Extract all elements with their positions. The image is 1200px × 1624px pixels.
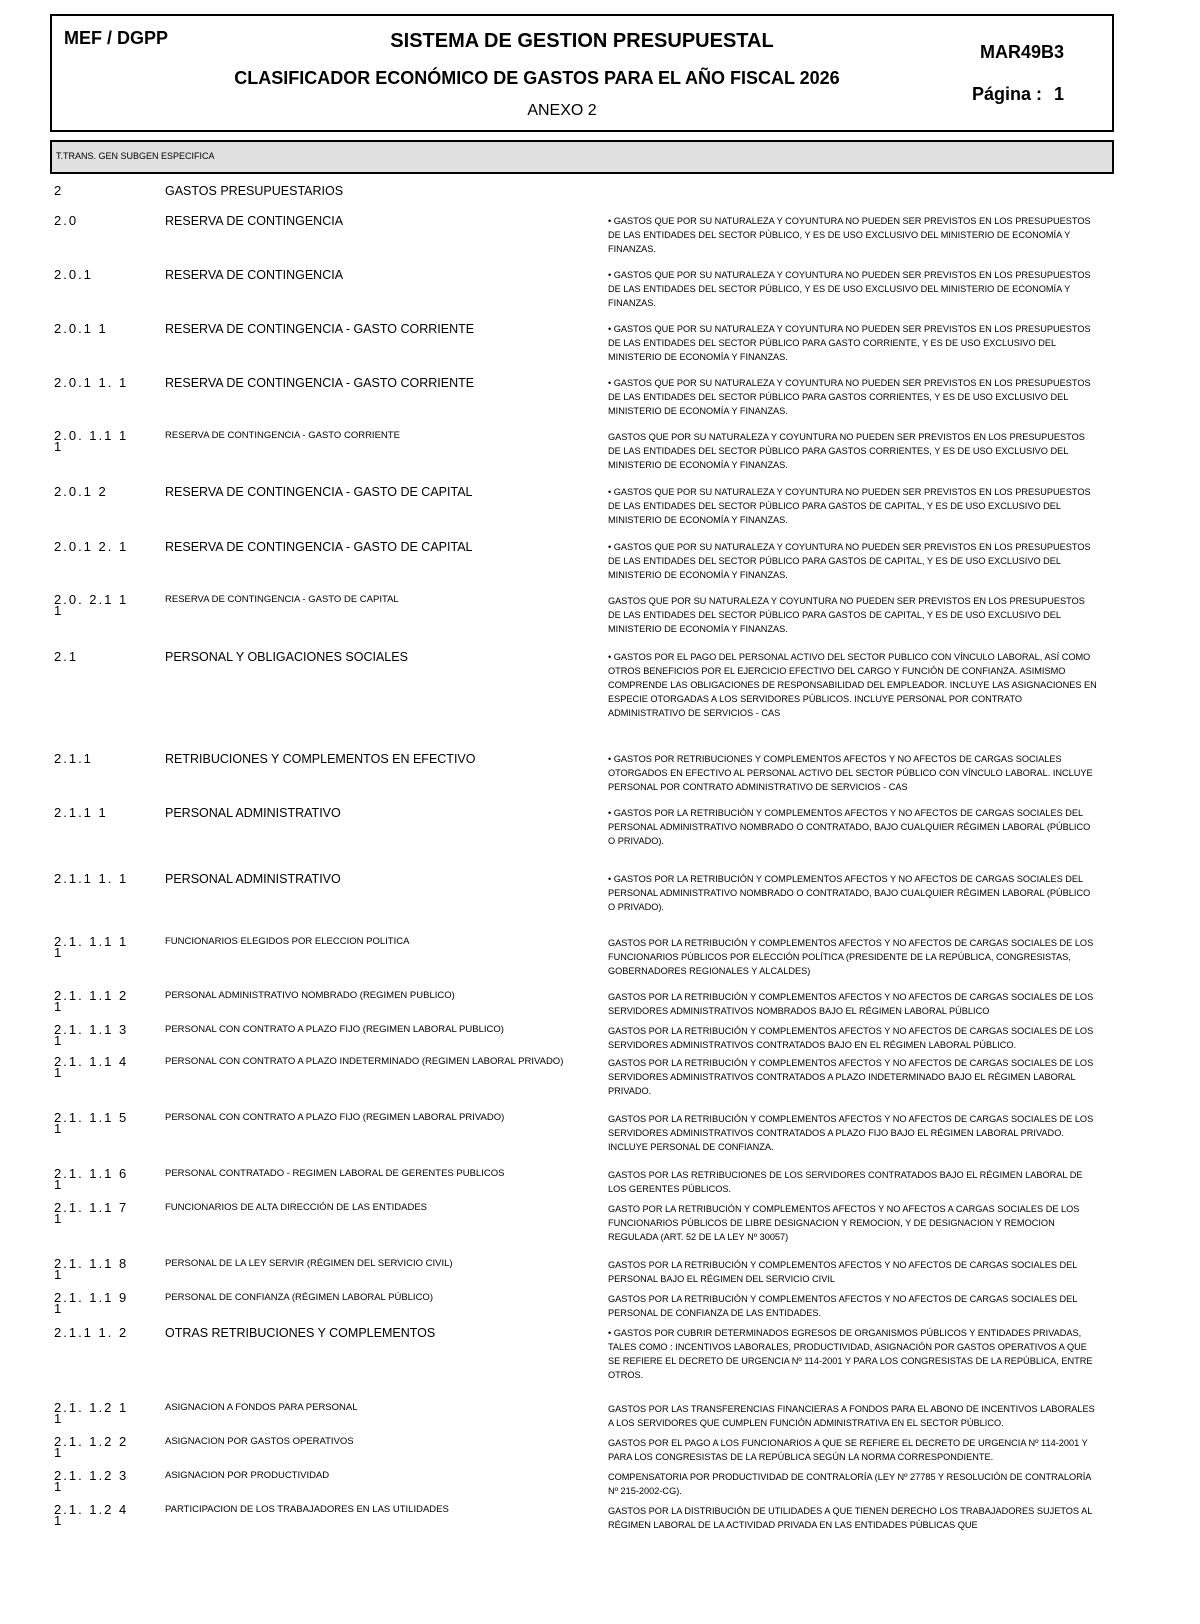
anexo-label: ANEXO 2 xyxy=(527,102,597,119)
row-description: GASTOS POR LA RETRIBUCIÓN Y COMPLEMENTOS AFECTOS Y NO AFECTOS DE CARGAS SOCIALES DEL PERSONAL DE CONFIANZA DE LAS ENTIDADES. xyxy=(608,1294,1078,1318)
row-code: 2.0. 1.1 1 1 xyxy=(54,428,129,454)
row-name: RESERVA DE CONTINGENCIA - GASTO CORRIENTE xyxy=(165,430,400,441)
report-code: MAR49B3 xyxy=(979,42,1064,62)
report-subtitle: CLASIFICADOR ECONÓMICO DE GASTOS PARA EL AÑO FISCAL 2026 xyxy=(234,68,840,88)
page-label: Página : xyxy=(971,84,1042,104)
row-code: 2.1. 1.2 4 1 xyxy=(54,1502,129,1528)
row-code: 2.1. 1.2 2 1 xyxy=(54,1434,129,1460)
row-description: GASTOS POR LAS TRANSFERENCIAS FINANCIERAS A FONDOS PARA EL ABONO DE INCENTIVOS LABORALES A LOS SERVIDORES QUE CUMPLEN FUNCIÓN ADMINISTRATIVA EN EL SECTOR PÚBLICO. xyxy=(608,1404,1095,1428)
row-code: 2.1. 1.1 5 1 xyxy=(54,1110,129,1136)
row-description: • GASTOS POR RETRIBUCIONES Y COMPLEMENTOS AFECTOS Y NO AFECTOS DE CARGAS SOCIALES OTORGADOS EN EFECTIVO AL PERSONAL ACTIVO DEL SECTOR PÚBLICO CON VÍNCULO LABORAL. INCLUYE PERSONAL POR CONTRATO ADMINISTRATIVO DE SERVICIOS - CAS xyxy=(608,754,1093,792)
row-name: PERSONAL ADMINISTRATIVO xyxy=(165,872,341,886)
row-name: RESERVA DE CONTINGENCIA xyxy=(165,214,344,228)
row-name: RESERVA DE CONTINGENCIA - GASTO DE CAPITAL xyxy=(165,594,399,605)
row-code: 2.1. 1.1 1 1 xyxy=(54,934,129,960)
row-name: PERSONAL CONTRATADO - REGIMEN LABORAL DE GERENTES PUBLICOS xyxy=(165,1168,505,1179)
column-header-label: T.TRANS. GEN SUBGEN ESPECIFICA xyxy=(56,151,215,161)
row-name: PERSONAL CON CONTRATO A PLAZO INDETERMINADO (REGIMEN LABORAL PRIVADO) xyxy=(165,1056,564,1067)
row-description: • GASTOS QUE POR SU NATURALEZA Y COYUNTURA NO PUEDEN SER PREVISTOS EN LOS PRESUPUESTOS DE LAS ENTIDADES DEL SECTOR PÚBLICO PARA GASTOS DE CAPITAL, Y ES DE USO EXCLUSIVO DEL MINISTERIO DE ECONOMÍA Y FINANZAS. xyxy=(608,542,1091,580)
row-name: PERSONAL CON CONTRATO A PLAZO FIJO (REGIMEN LABORAL PRIVADO) xyxy=(165,1112,505,1123)
row-name: PARTICIPACION DE LOS TRABAJADORES EN LAS UTILIDADES xyxy=(165,1504,449,1515)
row-description: • GASTOS QUE POR SU NATURALEZA Y COYUNTURA NO PUEDEN SER PREVISTOS EN LOS PRESUPUESTOS DE LAS ENTIDADES DEL SECTOR PÚBLICO, Y ES DE USO EXCLUSIVO DEL MINISTERIO DE ECONOMÍA Y FINANZAS. xyxy=(608,216,1091,254)
row-name: ASIGNACION A FONDOS PARA PERSONAL xyxy=(165,1402,358,1413)
row-code: 2.1. 1.2 1 1 xyxy=(54,1400,129,1426)
row-code: 2.0.1 1. 1 xyxy=(54,375,129,390)
row-name: PERSONAL ADMINISTRATIVO xyxy=(165,806,341,820)
row-description: • GASTOS POR CUBRIR DETERMINADOS EGRESOS DE ORGANISMOS PÚBLICOS Y ENTIDADES PRIVADAS, TALES COMO : INCENTIVOS LABORALES, PRODUCTIVIDAD, ASIGNACIÓN POR GASTOS OPERATIVOS A QUE SE REFIERE EL DECRETO DE URGENCIA Nº 114-2001 Y PARA LOS CONGRESISTAS DE LA REPÚBLICA, ENTRE OTROS. xyxy=(608,1328,1093,1380)
row-description: GASTOS POR LA RETRIBUCIÓN Y COMPLEMENTOS AFECTOS Y NO AFECTOS DE CARGAS SOCIALES DE LOS SERVIDORES ADMINISTRATIVOS CONTRATADOS A PLAZO INDETERMINADO BAJO EL RÉGIMEN LABORAL PRIVADO. xyxy=(608,1058,1094,1096)
row-code: 2.1. 1.1 4 1 xyxy=(54,1054,129,1080)
row-code: 2.1. 1.1 3 1 xyxy=(54,1022,129,1048)
row-code: 2.1. 1.1 2 1 xyxy=(54,988,129,1014)
row-name: PERSONAL Y OBLIGACIONES SOCIALES xyxy=(165,650,408,664)
row-code: 2.1 xyxy=(54,649,79,664)
row-name: RESERVA DE CONTINGENCIA xyxy=(165,268,344,282)
row-code: 2.1. 1.2 3 1 xyxy=(54,1468,129,1494)
row-description: COMPENSATORIA POR PRODUCTIVIDAD DE CONTRALORÍA (LEY Nº 27785 Y RESOLUCIÓN DE CONTRALORÍA Nº 215-2002-CG). xyxy=(608,1472,1091,1496)
row-code: 2.0 xyxy=(54,213,79,228)
row-description: GASTOS POR LA RETRIBUCIÓN Y COMPLEMENTOS AFECTOS Y NO AFECTOS DE CARGAS SOCIALES DE LOS SERVIDORES ADMINISTRATIVOS NOMBRADOS BAJO EL RÉGIMEN LABORAL PÚBLICO xyxy=(608,992,1094,1016)
row-name: FUNCIONARIOS ELEGIDOS POR ELECCION POLITICA xyxy=(165,936,410,947)
row-name: PERSONAL ADMINISTRATIVO NOMBRADO (REGIMEN PUBLICO) xyxy=(165,990,455,1001)
row-code: 2.1.1 xyxy=(54,751,93,766)
row-name: RESERVA DE CONTINGENCIA - GASTO DE CAPITAL xyxy=(165,540,473,554)
row-code: 2.0. 2.1 1 1 xyxy=(54,592,129,618)
report-title: SISTEMA DE GESTION PRESUPUESTAL xyxy=(390,30,774,52)
row-code: 2.0.1 2 xyxy=(54,484,108,499)
row-code: 2.1. 1.1 7 1 xyxy=(54,1200,129,1226)
row-description: • GASTOS POR LA RETRIBUCIÓN Y COMPLEMENTOS AFECTOS Y NO AFECTOS DE CARGAS SOCIALES DEL PERSONAL ADMINISTRATIVO NOMBRADO O CONTRATADO, BAJO CUALQUIER RÉGIMEN LABORAL (PÚBLICO O PRIVADO). xyxy=(608,874,1091,912)
row-code: 2.1.1 1. 1 xyxy=(54,871,129,886)
row-code: 2.1.1 1 xyxy=(54,805,108,820)
page-number: 1 xyxy=(1053,84,1064,104)
row-description: GASTOS POR LA RETRIBUCIÓN Y COMPLEMENTOS AFECTOS Y NO AFECTOS DE CARGAS SOCIALES DE LOS SERVIDORES ADMINISTRATIVOS CONTRATADOS BAJO EN EL RÉGIMEN LABORAL PÚBLICO. xyxy=(608,1026,1094,1050)
row-description: GASTOS POR LA RETRIBUCIÓN Y COMPLEMENTOS AFECTOS Y NO AFECTOS DE CARGAS SOCIALES DEL PERSONAL BAJO EL RÉGIMEN DEL SERVICIO CIVIL xyxy=(608,1260,1078,1284)
row-description: GASTOS QUE POR SU NATURALEZA Y COYUNTURA NO PUEDEN SER PREVISTOS EN LOS PRESUPUESTOS DE LAS ENTIDADES DEL SECTOR PÚBLICO PARA GASTOS CORRIENTES, Y ES DE USO EXCLUSIVO DEL MINISTERIO DE ECONOMÍA Y FINANZAS. xyxy=(608,432,1085,470)
row-code: 2.1. 1.1 6 1 xyxy=(54,1166,129,1192)
row-name: PERSONAL DE LA LEY SERVIR (RÉGIMEN DEL SERVICIO CIVIL) xyxy=(165,1258,453,1269)
row-code: 2.0.1 2. 1 xyxy=(54,539,129,554)
row-description: GASTOS POR LAS RETRIBUCIONES DE LOS SERVIDORES CONTRATADOS BAJO EL RÉGIMEN LABORAL DE LOS GERENTES PÚBLICOS. xyxy=(608,1170,1083,1194)
row-description: • GASTOS POR LA RETRIBUCIÓN Y COMPLEMENTOS AFECTOS Y NO AFECTOS DE CARGAS SOCIALES DEL PERSONAL ADMINISTRATIVO NOMBRADO O CONTRATADO, BAJO CUALQUIER RÉGIMEN LABORAL (PÚBLICO O PRIVADO). xyxy=(608,808,1091,846)
row-name: FUNCIONARIOS DE ALTA DIRECCIÓN DE LAS ENTIDADES xyxy=(165,1202,428,1213)
row-name: PERSONAL DE CONFIANZA (RÉGIMEN LABORAL PÚBLICO) xyxy=(165,1292,433,1303)
row-description: GASTOS QUE POR SU NATURALEZA Y COYUNTURA NO PUEDEN SER PREVISTOS EN LOS PRESUPUESTOS DE LAS ENTIDADES DEL SECTOR PÚBLICO PARA GASTOS DE CAPITAL, Y ES DE USO EXCLUSIVO DEL MINISTERIO DE ECONOMÍA Y FINANZAS. xyxy=(608,596,1085,634)
row-description: GASTOS POR EL PAGO A LOS FUNCIONARIOS A QUE SE REFIERE EL DECRETO DE URGENCIA Nº 114-2001 Y PARA LOS CONGRESISTAS DE LA REPÚBLICA SEGÚN LA NORMA CORRESPONDIENTE. xyxy=(608,1438,1088,1462)
row-name: RESERVA DE CONTINGENCIA - GASTO DE CAPITAL xyxy=(165,485,473,499)
row-description: • GASTOS POR EL PAGO DEL PERSONAL ACTIVO DEL SECTOR PUBLICO CON VÍNCULO LABORAL, ASÍ COMO OTROS BENEFICIOS POR EL EJERCICIO EFECTIVO DEL CARGO Y FUNCIÓN DE CONFIANZA. ASIMISMO COMPRENDE LAS OBLIGACIONES DE RESPONSABILIDAD DEL EMPLEADOR. INCLUYE LAS ASIGNACIONES EN ESPECIE OTORGADAS A LOS SERVIDORES PÚBLICOS. INCLUYE PERSONAL POR CONTRATO ADMINISTRATIVO DE SERVICIOS - CAS xyxy=(608,652,1097,718)
row-code: 2.1. 1.1 9 1 xyxy=(54,1290,129,1316)
row-description: • GASTOS QUE POR SU NATURALEZA Y COYUNTURA NO PUEDEN SER PREVISTOS EN LOS PRESUPUESTOS DE LAS ENTIDADES DEL SECTOR PÚBLICO PARA GASTO CORRIENTE, Y ES DE USO EXCLUSIVO DEL MINISTERIO DE ECONOMÍA Y FINANZAS. xyxy=(608,324,1091,362)
row-description: GASTO POR LA RETRIBUCIÓN Y COMPLEMENTOS AFECTOS Y NO AFECTOS A CARGAS SOCIALES DE LOS FUNCIONARIOS PÚBLICOS DE LIBRE DESIGNACION Y REMOCION, Y DE DESIGNACION Y REMOCION REGULADA (ART. 52 DE LA LEY Nº 30057) xyxy=(608,1204,1080,1242)
row-code: 2.1.1 1. 2 xyxy=(54,1325,129,1340)
row-name: ASIGNACION POR PRODUCTIVIDAD xyxy=(165,1470,330,1481)
org-label: MEF / DGPP xyxy=(64,28,169,48)
row-name: RESERVA DE CONTINGENCIA - GASTO CORRIENTE xyxy=(165,322,475,336)
row-code: 2 xyxy=(54,183,64,198)
row-name: ASIGNACION POR GASTOS OPERATIVOS xyxy=(165,1436,354,1447)
row-description: • GASTOS QUE POR SU NATURALEZA Y COYUNTURA NO PUEDEN SER PREVISTOS EN LOS PRESUPUESTOS DE LAS ENTIDADES DEL SECTOR PÚBLICO PARA GASTOS DE CAPITAL, Y ES DE USO EXCLUSIVO DEL MINISTERIO DE ECONOMÍA Y FINANZAS. xyxy=(608,487,1091,525)
row-code: 2.0.1 xyxy=(54,267,93,282)
row-name: GASTOS PRESUPUESTARIOS xyxy=(165,184,344,198)
row-description: • GASTOS QUE POR SU NATURALEZA Y COYUNTURA NO PUEDEN SER PREVISTOS EN LOS PRESUPUESTOS DE LAS ENTIDADES DEL SECTOR PÚBLICO, Y ES DE USO EXCLUSIVO DEL MINISTERIO DE ECONOMÍA Y FINANZAS. xyxy=(608,270,1091,308)
row-code: 2.1. 1.1 8 1 xyxy=(54,1256,129,1282)
row-name: RESERVA DE CONTINGENCIA - GASTO CORRIENTE xyxy=(165,376,475,390)
row-description: GASTOS POR LA DISTRIBUCIÓN DE UTILIDADES A QUE TIENEN DERECHO LOS TRABAJADORES SUJETOS AL RÉGIMEN LABORAL DE LA ACTIVIDAD PRIVADA EN LAS ENTIDADES PÚBLICAS QUE xyxy=(608,1506,1092,1530)
row-name: PERSONAL CON CONTRATO A PLAZO FIJO (REGIMEN LABORAL PUBLICO) xyxy=(165,1024,504,1035)
row-name: RETRIBUCIONES Y COMPLEMENTOS EN EFECTIVO xyxy=(165,752,476,766)
row-name: OTRAS RETRIBUCIONES Y COMPLEMENTOS xyxy=(165,1326,436,1340)
row-description: GASTOS POR LA RETRIBUCIÓN Y COMPLEMENTOS AFECTOS Y NO AFECTOS DE CARGAS SOCIALES DE LOS SERVIDORES ADMINISTRATIVOS CONTRATADOS A PLAZO FIJO BAJO EL RÉGIMEN LABORAL PRIVADO. INCLUYE PERSONAL DE CONFIANZA. xyxy=(608,1114,1094,1152)
row-description: GASTOS POR LA RETRIBUCIÓN Y COMPLEMENTOS AFECTOS Y NO AFECTOS DE CARGAS SOCIALES DE LOS FUNCIONARIOS PÚBLICOS POR ELECCIÓN POLÍTICA (PRESIDENTE DE LA REPÚBLICA, CONGRESISTAS, GOBERNADORES REGIONALES Y ALCALDES) xyxy=(608,938,1094,976)
row-description: • GASTOS QUE POR SU NATURALEZA Y COYUNTURA NO PUEDEN SER PREVISTOS EN LOS PRESUPUESTOS DE LAS ENTIDADES DEL SECTOR PÚBLICO PARA GASTOS CORRIENTES, Y ES DE USO EXCLUSIVO DEL MINISTERIO DE ECONOMÍA Y FINANZAS. xyxy=(608,378,1091,416)
row-code: 2.0.1 1 xyxy=(54,321,108,336)
